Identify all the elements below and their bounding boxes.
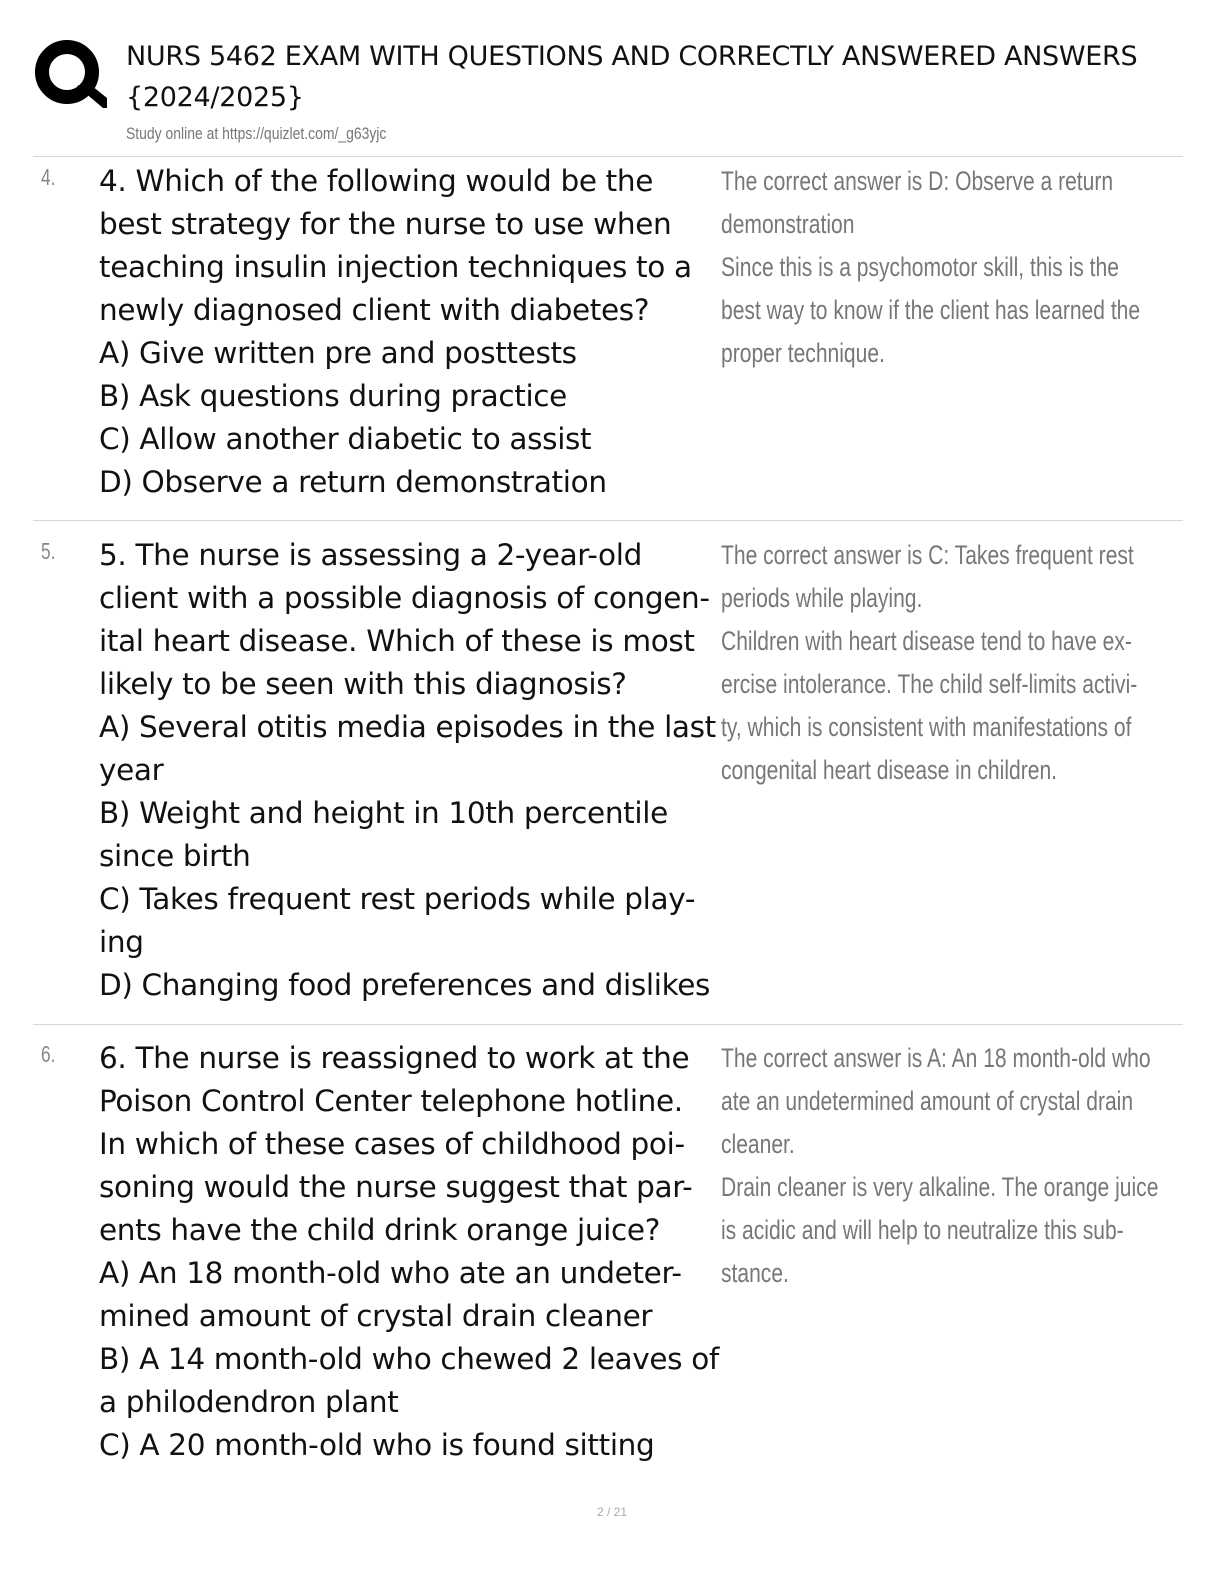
option-line: a philodendron plant <box>99 1385 399 1419</box>
option-line: B) Weight and height in 10th percentile <box>99 796 668 830</box>
question-line: Poison Control Center telephone hotline. <box>99 1084 683 1118</box>
title-line-1: NURS 5462 EXAM WITH QUESTIONS AND CORRECTLY ANSWERED ANSWERS <box>126 41 1138 72</box>
option-line: C) Allow another diabetic to assist <box>99 422 592 456</box>
answer-line: is acidic and will help to neutralize this sub- <box>721 1215 1124 1245</box>
card-answer <box>721 160 1191 375</box>
answer-line: The correct answer is C: Takes frequent rest <box>721 540 1134 570</box>
answer-line: demonstration <box>721 209 855 239</box>
question-line: 5. The nurse is assessing a 2-year-old <box>99 538 642 572</box>
study-online-link[interactable]: Study online at https://quizlet.com/_g63yjc <box>126 124 387 143</box>
answer-line: ercise intolerance. The child self-limits activi- <box>721 669 1138 699</box>
option-line: A) An 18 month-old who ate an undeter- <box>99 1256 682 1290</box>
card-number: 6. <box>41 1041 56 1067</box>
option-line: year <box>99 753 164 787</box>
answer-line: cleaner. <box>721 1129 795 1159</box>
answer-line: periods while playing. <box>721 583 923 613</box>
card-question <box>99 534 719 1007</box>
question-line: best strategy for the nurse to use when <box>99 207 672 241</box>
page-indicator: 2 / 21 <box>596 1505 628 1519</box>
option-line: B) A 14 month-old who chewed 2 leaves of <box>99 1342 719 1376</box>
question-line: 6. The nurse is reassigned to work at the <box>99 1041 690 1075</box>
answer-line: The correct answer is D: Observe a return <box>721 166 1114 196</box>
answer-line: The correct answer is A: An 18 month-old who <box>721 1043 1151 1073</box>
answer-line: ty, which is consistent with manifestations of <box>721 712 1132 742</box>
option-line: D) Changing food preferences and dislikes <box>99 968 711 1002</box>
question-line: soning would the nurse suggest that par- <box>99 1170 693 1204</box>
answer-line: proper technique. <box>721 338 885 368</box>
card-number: 4. <box>41 164 56 190</box>
question-line: newly diagnosed client with diabetes? <box>99 293 650 327</box>
divider <box>33 520 1183 521</box>
answer-line: Children with heart disease tend to have ex- <box>721 626 1132 656</box>
option-line: since birth <box>99 839 251 873</box>
question-line: ents have the child drink orange juice? <box>99 1213 660 1247</box>
question-line: 4. Which of the following would be the <box>99 164 654 198</box>
answer-line: ate an undetermined amount of crystal drain <box>721 1086 1134 1116</box>
option-line: D) Observe a return demonstration <box>99 465 607 499</box>
card-answer <box>721 534 1191 792</box>
option-line: mined amount of crystal drain cleaner <box>99 1299 653 1333</box>
option-line: B) Ask questions during practice <box>99 379 567 413</box>
quizlet-logo-icon <box>33 36 107 110</box>
answer-line: congenital heart disease in children. <box>721 755 1058 785</box>
document-title <box>126 36 1224 118</box>
divider <box>33 156 1183 157</box>
answer-line: Since this is a psychomotor skill, this is the <box>721 252 1119 282</box>
title-line-2: {2024/2025} <box>126 82 304 113</box>
divider <box>33 1024 1183 1025</box>
card-number: 5. <box>41 538 56 564</box>
question-line: client with a possible diagnosis of congen- <box>99 581 710 615</box>
card-question <box>99 160 719 504</box>
question-line: ital heart disease. Which of these is most <box>99 624 695 658</box>
option-line: C) A 20 month-old who is found sitting <box>99 1428 655 1462</box>
answer-line: best way to know if the client has learned the <box>721 295 1141 325</box>
card-answer <box>721 1037 1191 1295</box>
answer-line: stance. <box>721 1258 789 1288</box>
question-line: In which of these cases of childhood poi- <box>99 1127 685 1161</box>
option-line: ing <box>99 925 144 959</box>
card-question <box>99 1037 719 1467</box>
option-line: A) Give written pre and posttests <box>99 336 577 370</box>
option-line: A) Several otitis media episodes in the last <box>99 710 716 744</box>
option-line: C) Takes frequent rest periods while play- <box>99 882 696 916</box>
question-line: likely to be seen with this diagnosis? <box>99 667 627 701</box>
question-line: teaching insulin injection techniques to a <box>99 250 692 284</box>
answer-line: Drain cleaner is very alkaline. The orange juice <box>721 1172 1159 1202</box>
